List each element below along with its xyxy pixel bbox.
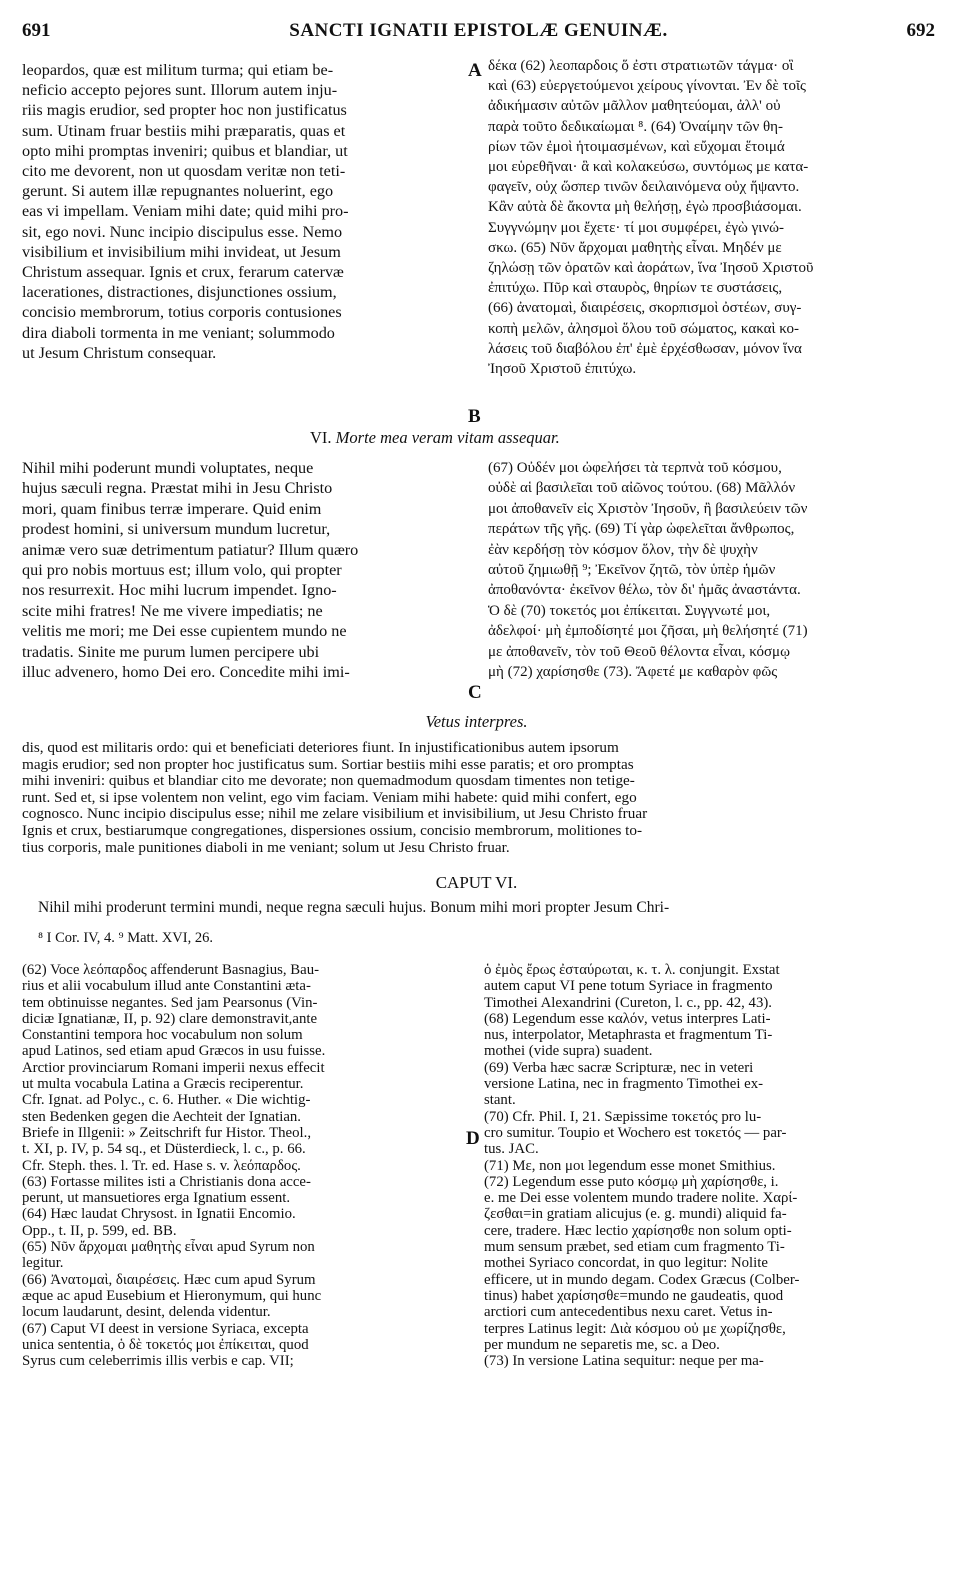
text-line: opto mihi promptas inveniri; quibus et blandiar, ut	[22, 141, 348, 160]
text-line: riis magis erudior, sed propter hoc non justificatus	[22, 101, 347, 120]
note-line: terpres Latinus legit: Διὰ κόσμου οὐ με χωρίζησθε,	[484, 1320, 786, 1337]
text-line: magis erudior; sed non propter hoc justificatus sum. Sortiar bestiis mihi esse paratis; et oro promptas	[22, 756, 634, 773]
text-line: ἀδικήμασιν αὐτῶν μᾶλλον μαθητεύομαι, ἀλλ' οὐ	[488, 98, 781, 115]
text-line: ἐπιτύχω. Πῦρ καὶ σταυρὸς, θηρίων τε συστάσεις,	[488, 280, 783, 297]
text-line: qui pro nobis mortuus est; illum volo, qui propter	[22, 561, 342, 580]
text-line: ρίων τῶν ἐμοὶ ἡτοιμασμένων, καὶ εὔχομαι ἕτοιμά	[488, 138, 785, 155]
note-line: Timothei Alexandrini (Cureton, l. c., pp. 42, 43).	[484, 994, 772, 1011]
text-line: Nihil mihi poderunt mundi voluptates, neque	[22, 459, 314, 477]
note-line: mothei Syriaco concordat, in quo legitur: Nolite	[484, 1255, 768, 1272]
note-line: e. me Dei esse volentem mundo tradere nolite. Χαρί-	[484, 1190, 798, 1207]
text-line: Ὁ δὲ (70) τοκετός μοι ἐπίκειται. Συγγνωτέ μοι,	[488, 602, 771, 619]
section-title	[310, 428, 560, 448]
text-line: Κἂν αὐτὰ δὲ ἄκοντα μὴ θελήσῃ, ἐγὼ προσβιάσομαι.	[488, 199, 802, 216]
text-line: ἐὰν κερδήσῃ τὸν κόσμον ὅλον, τὴν δὲ ψυχὴν	[488, 541, 758, 558]
vetus-interpres-text	[22, 740, 937, 856]
text-line: mori, quam finibus terræ imperare. Quid enim	[22, 499, 322, 518]
scripture-footnotes: ⁸ I Cor. IV, 4. ⁹ Matt. XVI, 26.	[38, 930, 213, 946]
note-line: tus. JAC.	[484, 1141, 539, 1158]
text-line: μοι εὑρεθῆναι· ἃ καὶ κολακεύσω, συντόμως με κατα-	[488, 159, 809, 176]
text-line: ζηλώσῃ τῶν ὁρατῶν καὶ ἀοράτων, ἵνα Ἰησοῦ Χριστοῦ	[488, 260, 814, 277]
text-line: leopardos, quæ est militum turma; qui etiam be-	[22, 61, 334, 79]
note-line: tem obtinuisse negantes. Sed jam Pearsonus (Vin-	[22, 994, 318, 1011]
text-line: mihi inveniri: quibus et blandiar cito me devorate; non quemadmodum quosdam timentes non tetige-	[22, 773, 635, 790]
note-line: (72) Legendum esse puto κόσμῳ μὴ χαρίσησθε, i.	[484, 1173, 779, 1190]
text-line: cito me devorent, non ut quosdam veritæ non teti-	[22, 162, 346, 181]
note-line: t. XI, p. IV, p. 54 sq., et Düsterdieck, l. c., p. 66.	[22, 1141, 306, 1158]
notes-right-column	[484, 962, 938, 1369]
text-line: (66) ἀνατομαὶ, διαιρέσεις, σκορπισμοὶ ὀστέων, συγ-	[488, 300, 802, 317]
note-line: ὁ ἐμὸς ἔρως ἐσταύρωται, κ. τ. λ. conjungit. Exstat	[484, 962, 780, 978]
margin-marker-a: A	[468, 60, 482, 81]
note-line: ζεσθαι=in gratiam alicujus (e. g. mundi) aliquid fa-	[484, 1206, 787, 1223]
note-line: Constantini tempora hoc vocabulum non solum	[22, 1027, 303, 1044]
running-title: SANCTI IGNATII EPISTOLÆ GENUINÆ.	[289, 20, 668, 41]
text-line: περάτων τῆς γῆς. (69) Τί γὰρ ὠφελεῖται ἄνθρωπος,	[488, 521, 795, 538]
text-line: φαγεῖν, οὐχ ὥσπερ τινῶν δειλαινόμενα οὐχ ἥψαντο.	[488, 179, 800, 196]
note-line: stant.	[484, 1092, 516, 1109]
note-line: (71) Με, non μοι legendum esse monet Smithius.	[484, 1157, 776, 1174]
latin-text-section-2	[22, 458, 464, 682]
note-line: autem caput VI pene totum Syriace in fragmento	[484, 978, 773, 995]
text-line: nos resurrexit. Hoc mihi lucrum impendet. Igno-	[22, 581, 337, 600]
note-line: nus, interpolator, Metaphrasta et fragmentum Ti-	[484, 1027, 773, 1044]
note-line: (66) Ἀνατομαὶ, διαιρέσεις. Hæc cum apud Syrum	[22, 1271, 316, 1288]
note-line: (68) Legendum esse καλόν, vetus interpres Lati-	[484, 1010, 771, 1027]
text-line: μοι ἀποθανεῖν εἰς Χριστὸν Ἰησοῦν, ἢ βασιλεύειν τῶν	[488, 500, 808, 517]
note-line: (63) Fortasse milites isti a Christianis dona acce-	[22, 1173, 311, 1190]
note-line: ut multa vocabula Latina a Græcis reciperentur.	[22, 1076, 304, 1093]
note-line: apud Latinos, sed etiam apud Græcos in usu fuisse.	[22, 1043, 326, 1060]
text-line: cognosco. Nunc incipio discipulus esse; nihil me zelare visibilium et invisibilium, ut Jesu Christo fruar	[22, 806, 648, 823]
text-line: neficio accepto pejores sunt. Illorum autem inju-	[22, 81, 338, 100]
notes-left-column	[22, 962, 462, 1369]
note-line: cro sumitur. Toupio et Wochero est τοκετός — par-	[484, 1124, 787, 1141]
page-number-right: 692	[906, 20, 935, 41]
note-line: Cfr. Steph. thes. l. Tr. ed. Hase s. v. λεόπαρδος.	[22, 1157, 301, 1174]
note-line: versione Latina, nec in fragmento Timothei ex-	[484, 1076, 764, 1093]
text-line: tius corporis, male punitiones diaboli in me veniant; solum ut Jesu Christo fruar.	[22, 839, 510, 856]
text-line: runt. Sed et, si ipse volentem non velint, ego vim faciam. Veniam mihi habete: quid mihi confert, ego	[22, 789, 637, 806]
text-line: κοπὴ μελῶν, ἀλησμοὶ ὅλου τοῦ σώματος, κακαὶ κο-	[488, 320, 799, 337]
text-line: καὶ (63) εὐεργετούμενοι χείρους γίνονται. Ἐν δὲ τοῖς	[488, 78, 806, 95]
text-line: dira diaboli tormenta in me veniant; solummodo	[22, 323, 335, 342]
text-line: scite mihi fratres! Ne me vivere impediatis; ne	[22, 601, 323, 620]
note-line: æque ac apud Eusebium et Hieronymum, qui hunc	[22, 1287, 322, 1304]
text-line: με ἀποθανεῖν, τὸν τοῦ Θεοῦ θέλοντα εἶναι, κόσμῳ	[488, 643, 790, 660]
text-line: μὴ (72) χαρίσησθε (73). Ἄφετέ με καθαρὸν φῶς	[488, 664, 778, 681]
margin-marker-c: C	[468, 682, 482, 703]
note-line: Opp., t. II, p. 599, ed. BB.	[22, 1222, 177, 1239]
note-line: tinus) habet χαρίσησθε=mundo ne gaudeatis, quod	[484, 1287, 784, 1304]
note-line: locum laudarunt, desint, delenda videntur.	[22, 1304, 271, 1321]
text-line: ἀδελφοί· μὴ ἐμποδίσητέ μοι ζῆσαι, μὴ θελήσητέ (71)	[488, 623, 808, 640]
note-line: diciæ Ignatianæ, II, p. 92) clare demonstravit,ante	[22, 1010, 318, 1027]
text-line: Συγγνώμην μοι ἔχετε· τί μοι συμφέρει, ἐγὼ γινώ-	[488, 219, 784, 236]
note-line: Briefe in Illgenii: » Zeitschrift fur Histor. Theol.,	[22, 1124, 312, 1141]
page-number-left: 691	[22, 20, 51, 41]
text-line: αὐτοῦ ζημιωθῇ ⁹; Ἐκεῖνον ζητῶ, τὸν ὑπὲρ ἡμῶν	[488, 562, 776, 579]
text-line: gerunt. Si autem illæ repugnantes noluerint, ego	[22, 182, 334, 201]
note-line: (73) In versione Latina sequitur: neque per ma-	[484, 1353, 764, 1370]
note-line: (65) Νῦν ἄρχομαι μαθητὴς εἶναι apud Syrum non	[22, 1239, 315, 1256]
note-line: (70) Cfr. Phil. I, 21. Sæpissime τοκετός pro lu-	[484, 1108, 762, 1125]
text-line: οὐδὲ αἱ βασιλεῖαι τοῦ αἰῶνος τούτου. (68) Μᾶλλόν	[488, 480, 796, 497]
note-line: (62) Voce λεόπαρδος affenderunt Basnagius, Bau-	[22, 962, 320, 978]
text-line: sum. Utinam fruar bestiis mihi præparatis, quas et	[22, 121, 346, 140]
note-line: Syrus cum celeberrimis illis verbis e cap. VII;	[22, 1353, 294, 1370]
text-line: tradatis. Sinite me purum lumen percipere ubi	[22, 642, 320, 661]
margin-marker-d: D	[466, 1128, 480, 1149]
text-line: ἀποθανόντα· ἐκεῖνον θέλω, τὸν δι' ἡμᾶς ἀναστάντα.	[488, 582, 801, 599]
text-line: ut Jesum Christum consequar.	[22, 343, 217, 362]
note-line: per mundum ne separetis me, sc. a Deo.	[484, 1336, 720, 1353]
note-line: rius et alii vocabulum illud ante Constantini æta-	[22, 978, 311, 995]
note-line: arctiori cum antecedentibus nexu caret. Vetus in-	[484, 1304, 773, 1321]
margin-marker-b: B	[468, 406, 481, 427]
text-line: σκω. (65) Νῦν ἄρχομαι μαθητὴς εἶναι. Μηδέν με	[488, 239, 782, 256]
section-number: VI.	[310, 428, 332, 447]
note-line: Cfr. Ignat. ad Polyc., c. 6. Huther. « Die wichtig-	[22, 1092, 311, 1109]
text-line: lacerationes, distractiones, disjunctiones ossium,	[22, 283, 337, 302]
text-line: hujus sæculi regna. Præstat mihi in Jesu Christo	[22, 479, 333, 498]
note-line: (67) Caput VI deest in versione Syriaca, excepta	[22, 1320, 309, 1337]
text-line: dis, quod est militaris ordo: qui et beneficiati deteriores fiunt. In injustificationibus autem ipsorum	[22, 740, 619, 756]
text-line: sit, ego novi. Nunc incipio discipulus esse. Nemo	[22, 222, 343, 241]
text-line: eas vi impellam. Veniam mihi date; quid mihi pro-	[22, 202, 349, 221]
note-line: (69) Verba hæc sacræ Scripturæ, nec in veteri	[484, 1059, 754, 1076]
note-line: cere, tradere. Hæc lectio χαρίσησθε non solum opti-	[484, 1222, 792, 1239]
note-line: (64) Hæc laudat Chrysost. in Ignatii Encomio.	[22, 1206, 296, 1223]
text-line: παρὰ τοῦτο δεδικαίωμαι ⁸. (64) Ὀναίμην τῶν θη-	[488, 118, 783, 135]
note-line: legitur.	[22, 1255, 64, 1272]
text-line: animæ vero suæ detrimentum patiatur? Illum quæro	[22, 540, 359, 559]
latin-text-section-1	[22, 60, 464, 363]
note-line: sten Bedenken gegen die Aechteit der Ignatian.	[22, 1108, 301, 1125]
text-line: λάσεις τοῦ διαβόλου ἐπ' ἐμὲ ἐρχέσθωσαν, μόνον ἵνα	[488, 340, 802, 357]
greek-text-section-2	[488, 458, 938, 682]
text-line: Ignis et crux, bestiarumque congregationes, dispersiones ossium, concisio membrorum, molitiones to-	[22, 822, 643, 839]
caput-text: Nihil mihi proderunt termini mundi, neque regna sæculi hujus. Bonum mihi mori propter Jesum Chri-	[38, 899, 670, 916]
greek-text-section-1	[488, 56, 938, 379]
text-line: (67) Οὐδέν μοι ὠφελήσει τὰ τερπνὰ τοῦ κόσμου,	[488, 460, 782, 476]
note-line: Arctior provinciarum Romani imperii nexus effecit	[22, 1059, 325, 1076]
text-line: Ἰησοῦ Χριστοῦ ἐπιτύχω.	[488, 361, 637, 378]
text-line: concisio membrorum, totius corporis contusiones	[22, 303, 342, 322]
note-line: mum sensum præbet, sed etiam cum fragmento Ti-	[484, 1239, 785, 1256]
vetus-interpres-title: Vetus interpres.	[425, 712, 528, 731]
note-line: perunt, ut mansuetiores erga Ignatium essent.	[22, 1190, 291, 1207]
text-line: prodest homini, si universum mundum lucretur,	[22, 520, 331, 539]
note-line: efficere, ut in mundo degam. Codex Græcus (Colber-	[484, 1271, 800, 1288]
text-line: δέκα (62) λεοπαρδοις ὅ ἐστι στρατιωτῶν τάγμα· οἳ	[488, 58, 794, 74]
text-line: illuc advenero, homo Dei ero. Concedite mihi imi-	[22, 663, 350, 682]
text-line: velitis me mori; me Dei esse cupientem mundo ne	[22, 622, 347, 641]
caput-title: CAPUT VI.	[435, 873, 518, 892]
text-line: visibilium et invisibilium mihi invideat, ut Jesum	[22, 242, 341, 261]
section-heading: Morte mea veram vitam assequar.	[335, 428, 560, 447]
running-header	[22, 20, 935, 46]
text-line: Christum assequar. Ignis et crux, ferarum catervæ	[22, 263, 344, 282]
note-line: mothei (vide supra) suadent.	[484, 1043, 653, 1060]
note-line: unica sententia, ὁ δὲ τοκετός μοι ἐπίκειται, quod	[22, 1336, 309, 1353]
